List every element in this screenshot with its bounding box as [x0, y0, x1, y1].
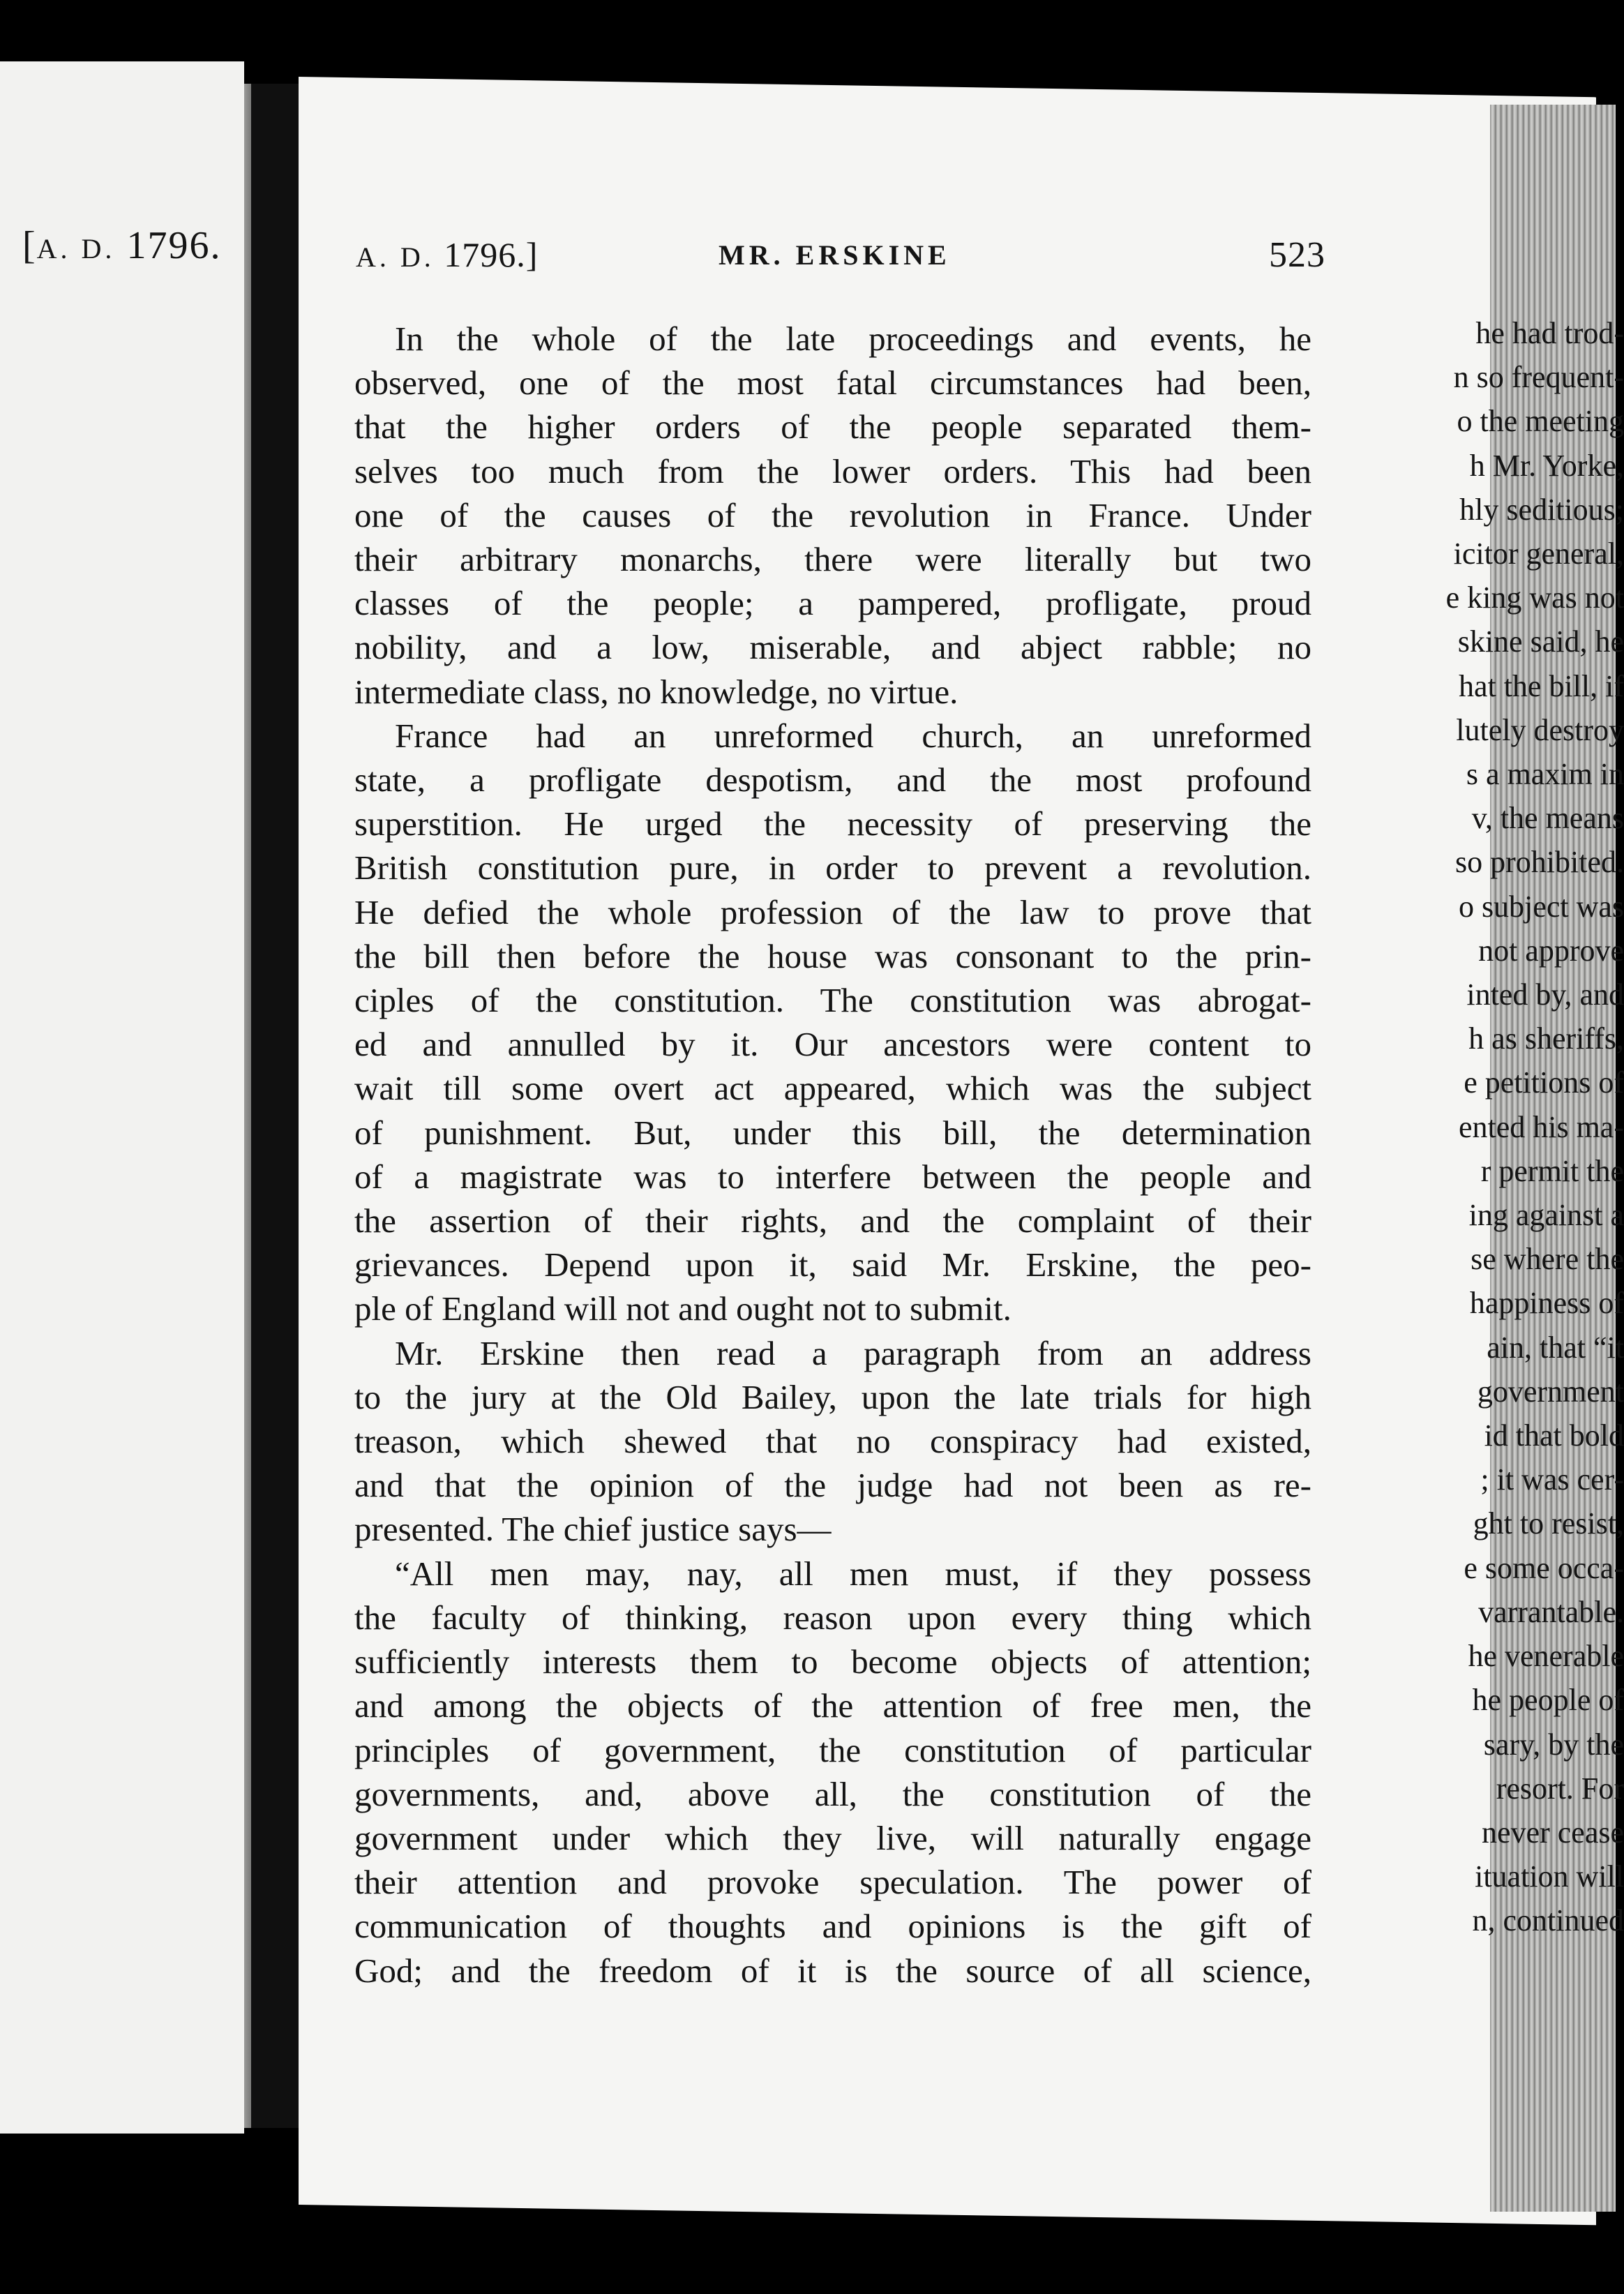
left-text-line: government	[1477, 1374, 1624, 1409]
left-text-line: icitor general,	[1453, 537, 1624, 571]
left-text-line: ing against a	[1468, 1198, 1624, 1233]
text-line: Mr. Erskine then read a paragraph from an address	[395, 1333, 1311, 1372]
text-line: the bill then before the house was consonant to the prin-	[354, 936, 1311, 975]
left-text-line: id that bold	[1484, 1418, 1624, 1453]
text-line: principles of government, the constitution of particular	[354, 1730, 1311, 1769]
text-line: governments, and, above all, the constitution of the	[354, 1774, 1311, 1813]
left-text-line: lutely destroy	[1456, 712, 1624, 747]
text-line: He defied the whole profession of the law to prove that	[354, 892, 1311, 931]
left-header-year: 1796.	[126, 224, 222, 267]
left-page	[0, 61, 244, 2134]
text-line: and that the opinion of the judge had not been as re-	[354, 1466, 1311, 1505]
left-text-line: r permit the	[1480, 1153, 1624, 1188]
text-line: God; and the freedom of it is the source of all science,	[354, 1951, 1311, 1990]
left-text-line: n so frequent-	[1453, 360, 1624, 395]
text-line: intermediate class, no knowledge, no virtue.	[354, 672, 958, 711]
left-text-line: hat the bill, if	[1458, 668, 1624, 703]
left-text-line: e king was not	[1445, 580, 1624, 615]
text-line: and among the objects of the attention of free men, the	[354, 1686, 1311, 1725]
left-text-line: ; it was cer-	[1480, 1462, 1624, 1497]
running-title: MR. ERSKINE	[719, 239, 951, 271]
header-date	[356, 234, 538, 275]
left-text-line: hly seditious;	[1459, 492, 1624, 527]
text-line: state, a profligate despotism, and the most profound	[354, 760, 1311, 800]
left-text-line: happiness of	[1469, 1286, 1624, 1321]
left-text-line: s a maxim in	[1466, 757, 1624, 792]
left-text-line: varrantable.	[1478, 1594, 1624, 1629]
left-text-line: e petitions of	[1464, 1065, 1624, 1100]
text-line: treason, which shewed that no conspiracy had existed,	[354, 1422, 1311, 1461]
left-text-line: he had trod-	[1475, 316, 1624, 350]
left-text-line: not approve	[1478, 933, 1624, 968]
text-line: observed, one of the most fatal circumstances had been,	[354, 363, 1311, 403]
header-ad: A. D.	[356, 241, 435, 273]
left-text-line: inted by, and	[1466, 977, 1624, 1012]
text-line: sufficiently interests them to become objects of attention;	[354, 1642, 1311, 1681]
text-line: their attention and provoke speculation. The power of	[354, 1863, 1311, 1902]
text-line: ple of England will not and ought not to submit.	[354, 1289, 1012, 1328]
left-text-line: resort. For	[1496, 1771, 1624, 1806]
text-line: selves too much from the lower orders. This had been	[354, 451, 1311, 490]
left-text-line: n, continued	[1472, 1903, 1624, 1938]
header-year: 1796.]	[444, 235, 539, 274]
text-line: “All men may, nay, all men must, if they possess	[395, 1554, 1311, 1593]
text-line: ed and annulled by it. Our ancestors were content to	[354, 1025, 1311, 1064]
left-text-line: ituation will	[1475, 1859, 1624, 1894]
page-header	[356, 234, 1325, 276]
text-line: In the whole of the late proceedings and events, he	[395, 320, 1311, 358]
left-text-line: never cease	[1482, 1815, 1624, 1850]
left-header-ad: A. D.	[36, 233, 116, 264]
left-text-line: v, the means	[1471, 801, 1624, 836]
text-line: to the jury at the Old Bailey, upon the late trials for high	[354, 1377, 1311, 1416]
text-line: that the higher orders of the people separated them-	[354, 407, 1311, 447]
text-line: the faculty of thinking, reason upon every thing which	[354, 1598, 1311, 1637]
left-text-line: o the meeting	[1457, 404, 1624, 439]
text-line: of punishment. But, under this bill, the determination	[354, 1113, 1311, 1152]
body-text	[354, 317, 1311, 1993]
text-line: presented. The chief justice says—	[354, 1510, 832, 1549]
left-text-line: sary, by the	[1483, 1727, 1624, 1762]
text-line: one of the causes of the revolution in France. Under	[354, 495, 1311, 534]
left-text-line: ain, that “it	[1487, 1330, 1624, 1365]
left-text-line: e some occa-	[1464, 1550, 1624, 1585]
text-line: classes of the people; a pampered, profligate, proud	[354, 584, 1311, 623]
text-line: British constitution pure, in order to prevent a revolution.	[354, 848, 1311, 887]
left-text-line: he people of	[1472, 1683, 1624, 1718]
left-page-header	[22, 223, 221, 268]
text-line: France had an unreformed church, an unreformed	[395, 716, 1311, 755]
left-text-line: ght to resist,	[1473, 1506, 1624, 1541]
text-line: government under which they live, will naturally engage	[354, 1818, 1311, 1857]
text-line: superstition. He urged the necessity of preserving the	[354, 804, 1311, 844]
left-text-line: o subject was	[1458, 889, 1624, 924]
text-line: the assertion of their rights, and the complaint of their	[354, 1201, 1311, 1240]
left-text-line: so prohibited.	[1455, 845, 1624, 880]
left-text-line: ented his ma-	[1458, 1109, 1624, 1144]
text-line: wait till some overt act appeared, which was the subject	[354, 1069, 1311, 1108]
left-text-line: h Mr. Yorke,	[1469, 448, 1624, 483]
text-line: grievances. Depend upon it, said Mr. Erskine, the peo-	[354, 1245, 1311, 1284]
left-page-text	[1383, 311, 1624, 1943]
left-text-line: h as sheriffs,	[1468, 1021, 1624, 1056]
text-line: ciples of the constitution. The constitution was abrogat-	[354, 981, 1311, 1020]
left-text-line: he venerable	[1468, 1639, 1624, 1674]
text-line: communication of thoughts and opinions is the gift of	[354, 1907, 1311, 1946]
text-line: their arbitrary monarchs, there were literally but two	[354, 540, 1311, 579]
left-text-line: se where the	[1471, 1242, 1624, 1277]
text-line: of a magistrate was to interfere between the people and	[354, 1157, 1311, 1196]
page-number: 523	[1269, 235, 1325, 275]
left-text-line: skine said, he	[1457, 624, 1624, 659]
left-header-bracket: [	[22, 224, 37, 267]
text-line: nobility, and a low, miserable, and abject rabble; no	[354, 628, 1311, 667]
